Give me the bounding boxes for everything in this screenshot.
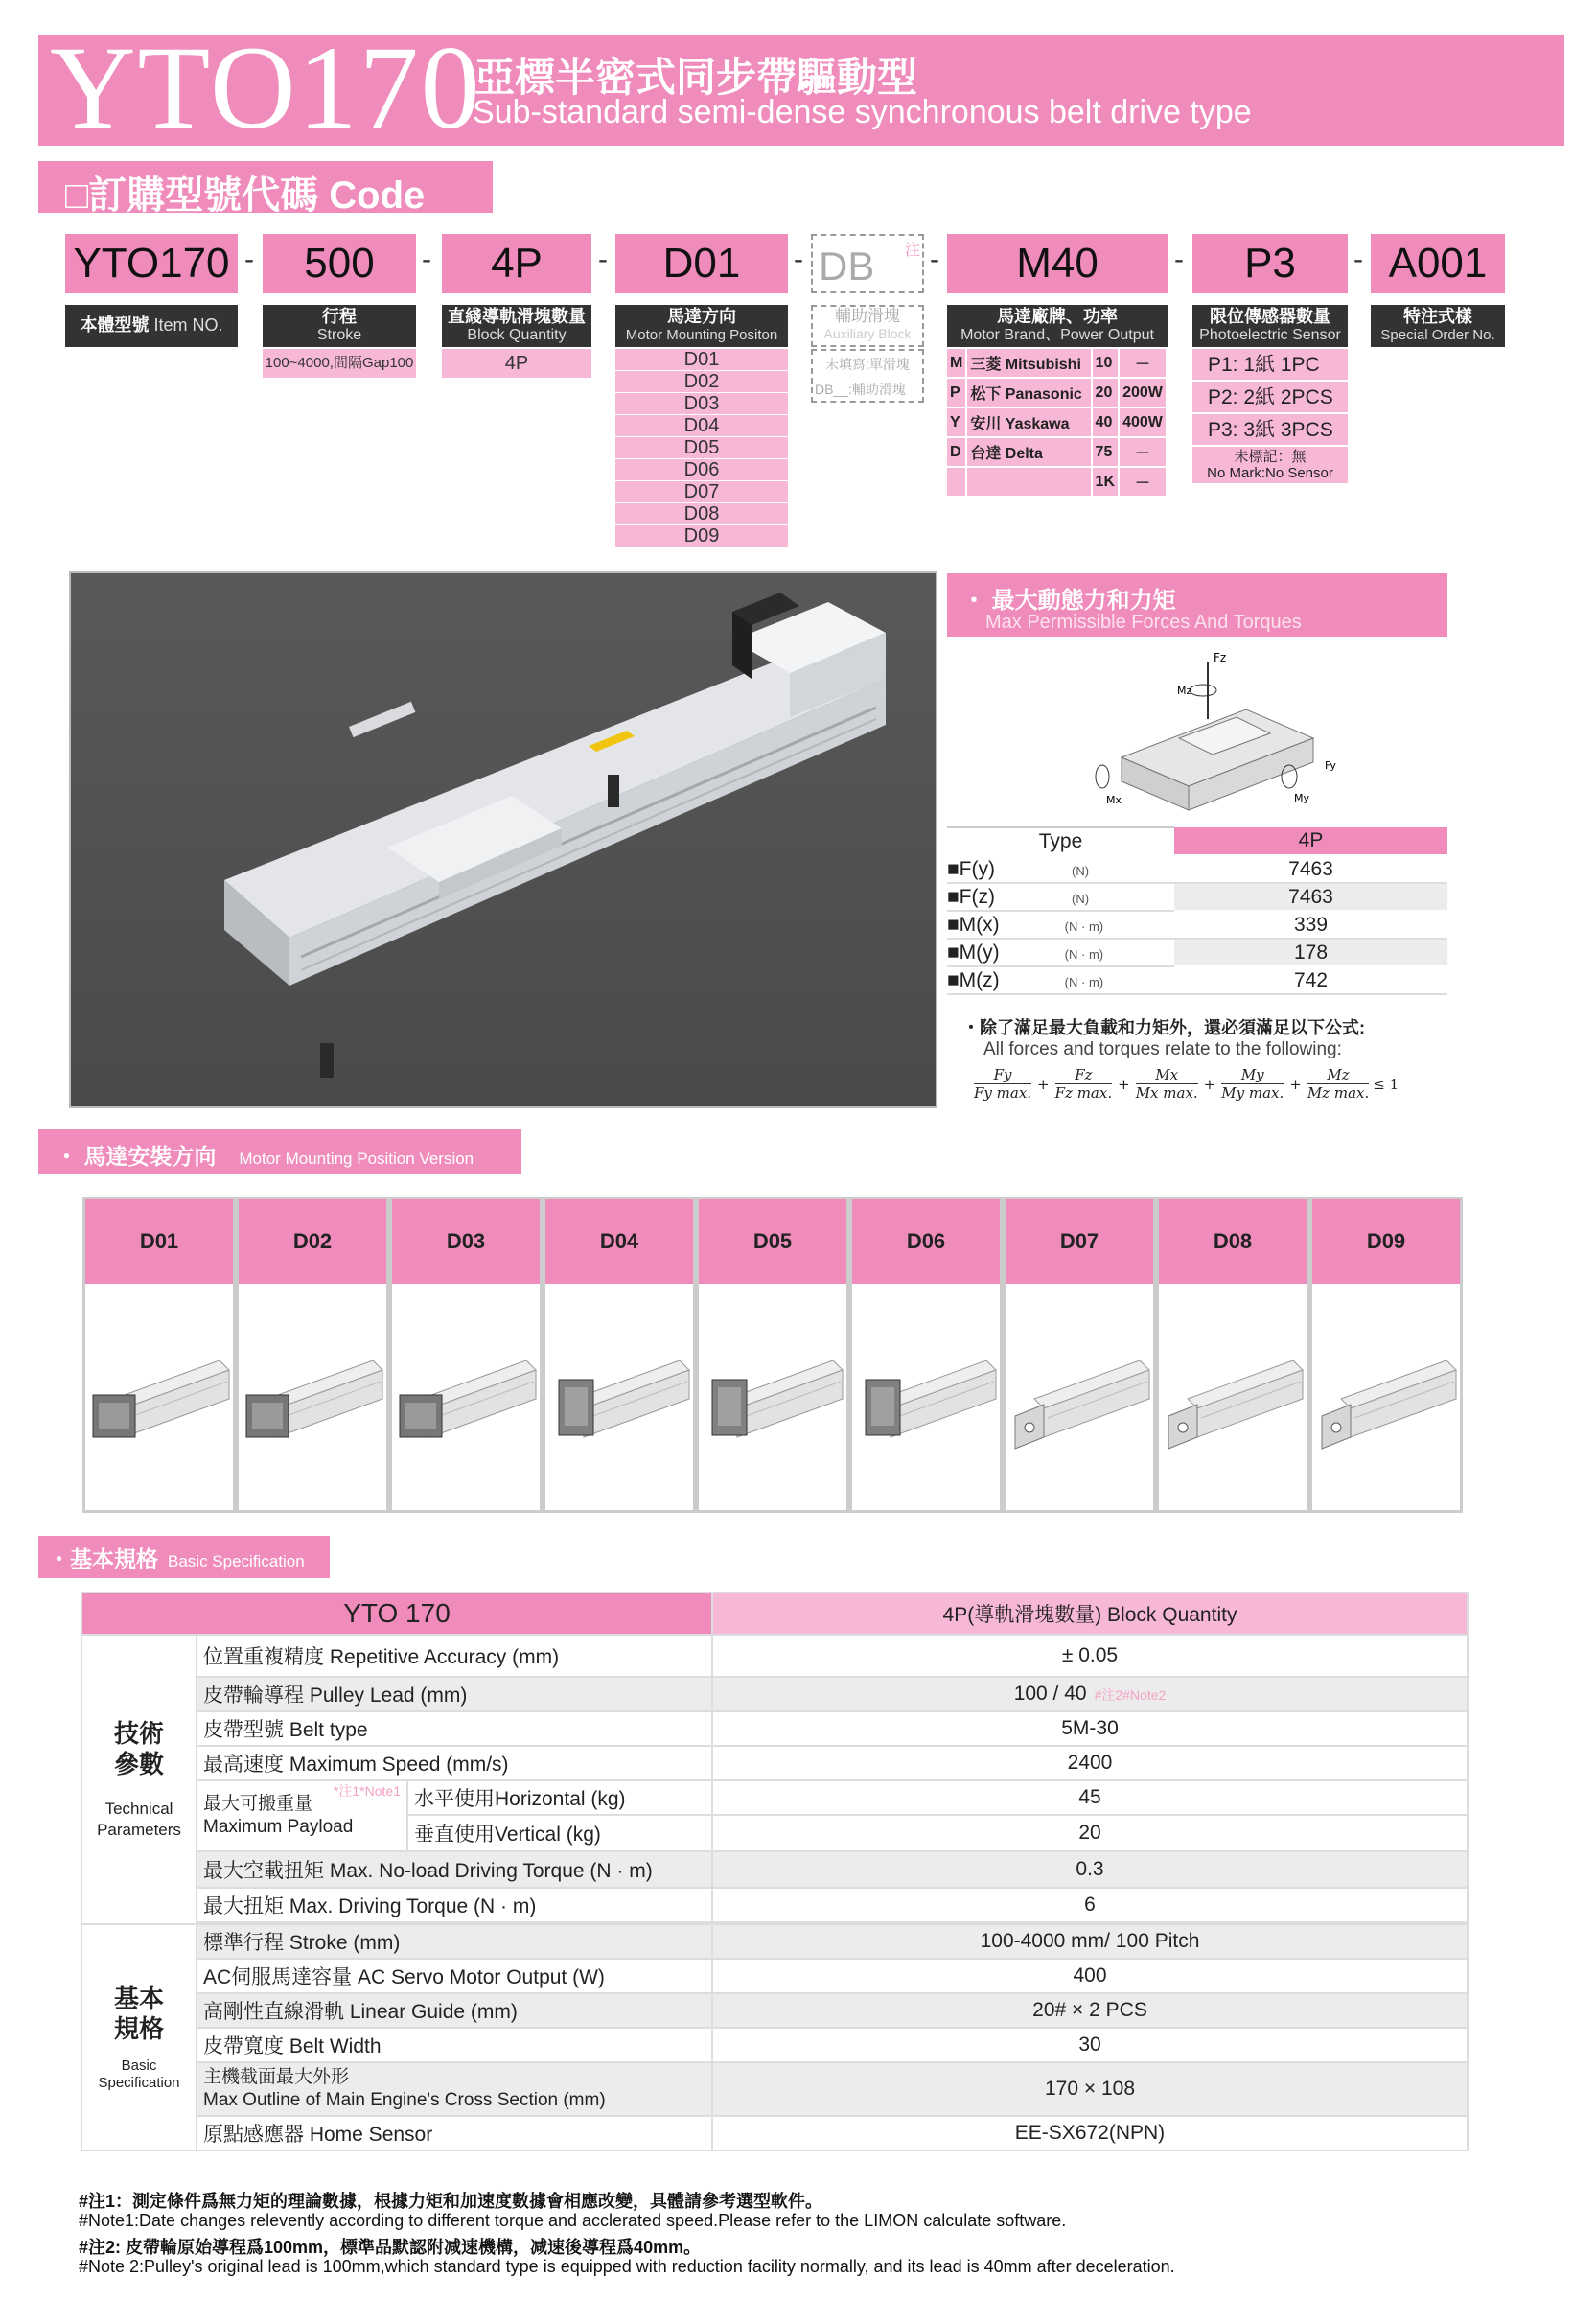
model-title: YTO170: [50, 22, 482, 153]
spec-label: AC伺服馬達容量 AC Servo Motor Output (W): [197, 1959, 712, 1993]
spec-row: [81, 1959, 1468, 1993]
motor-power: －: [1119, 349, 1167, 378]
code-box-stroke: 500: [263, 234, 416, 293]
motor-row: [947, 378, 1167, 407]
formula-plus: +: [1289, 1075, 1302, 1093]
forces-header-row: [947, 827, 1447, 855]
spec-label: 最大空載扭矩 Max. No-load Driving Torque (N · m): [197, 1851, 712, 1888]
direction-item: D01: [615, 349, 788, 371]
label-direction: [615, 305, 788, 347]
label-sensor: [1192, 305, 1348, 347]
spec-value: 5M-30: [712, 1711, 1468, 1746]
formula-note-en: All forces and torques relate to the following:: [983, 1039, 1342, 1059]
spec-value: 6: [712, 1888, 1468, 1922]
force-value: 7463: [1174, 855, 1447, 883]
mounting-illustration: [699, 1284, 846, 1510]
motor-code: [947, 467, 966, 497]
code-box-motor: M40: [947, 234, 1168, 293]
linear-module-image: [71, 573, 936, 1106]
spec-note-mark: *注1*Note1: [333, 1783, 401, 1799]
aux-code-text: DB: [819, 244, 875, 289]
mounting-cell: [236, 1197, 389, 1513]
forces-col-type: Type: [947, 827, 1174, 855]
motor-code: Y: [947, 407, 966, 437]
direction-item: D05: [615, 437, 788, 459]
spec-row: [81, 2028, 1468, 2062]
motor-row: [947, 437, 1167, 467]
code-section-title: □訂購型號代碼 Code: [65, 174, 426, 217]
forces-col-value: 4P: [1174, 827, 1447, 855]
label-special-cn: 特注式樣: [1403, 307, 1472, 326]
spec-label: 垂直使用Vertical (kg): [407, 1815, 712, 1851]
mounting-illustration: [852, 1284, 1000, 1510]
mounting-cell: [1003, 1197, 1156, 1513]
label-block-en: Block Quantity: [467, 327, 567, 343]
spec-group-basic: 基本 規格 Basic Specification: [81, 1924, 197, 2150]
title-chinese: 亞標半密式同步帶驅動型: [474, 55, 918, 100]
mounting-illustration: [545, 1284, 693, 1510]
mounting-title-cn: 馬達安裝方向: [83, 1144, 217, 1169]
spec-label: 皮帶寬度 Belt Width: [197, 2028, 712, 2062]
motor-power-code: 1K: [1092, 467, 1119, 497]
spec-head-right: 4P(導軌滑塊數量) Block Quantity: [712, 1592, 1468, 1635]
label-stroke: [263, 305, 416, 347]
force-value: 7463: [1174, 883, 1447, 911]
label-item-en: Item NO.: [153, 315, 223, 335]
note-2-en: #Note 2:Pulley's original lead is 100mm,which standard type is equipped with reduction facility normally, and its lead is 40mm after deceleration.: [79, 2257, 1175, 2276]
fz-label: Fz: [1214, 651, 1227, 664]
spec-label: 皮帶輪導程 Pulley Lead (mm): [197, 1677, 712, 1711]
code-dash: -: [422, 244, 431, 275]
label-motor: [947, 305, 1168, 347]
mounting-illustration: [392, 1284, 540, 1510]
force-unit: (N): [1072, 891, 1090, 906]
mounting-label: D07: [1006, 1199, 1153, 1284]
formula-note-cn: ・除了滿足最大負載和力矩外，還必須滿足以下公式:: [962, 1018, 1365, 1037]
label-stroke-en: Stroke: [316, 327, 362, 343]
formula-term: My My max.: [1221, 1066, 1284, 1102]
code-dash: -: [794, 244, 803, 275]
motor-power-code: 20: [1092, 378, 1119, 407]
sensor-option: P2: 2紙 2PCS: [1192, 382, 1348, 414]
sensor-options: [1192, 349, 1348, 483]
motor-row: [947, 467, 1167, 497]
aux-options: [811, 349, 924, 403]
spec-label: 皮帶型號 Belt type: [197, 1711, 712, 1746]
spec-label: 最高速度 Maximum Speed (mm/s): [197, 1746, 712, 1780]
code-dash: -: [1174, 244, 1184, 275]
note-1-cn: #注1：測定條件爲無力矩的理論數據，根據力矩和加速度數據會相應改變，具體請參考選型軟件。: [79, 2192, 823, 2211]
label-aux-en: Auxiliary Block: [823, 326, 912, 341]
motor-power-code: 75: [1092, 437, 1119, 467]
motor-code: M: [947, 349, 966, 378]
spec-label: 位置重複精度 Repetitive Accuracy (mm): [197, 1635, 712, 1677]
force-unit: (N · m): [1064, 974, 1104, 989]
mounting-cell: [82, 1197, 236, 1513]
mounting-cell: [696, 1197, 849, 1513]
sensor-none: [1192, 447, 1348, 483]
spec-row: [81, 1677, 1468, 1711]
spec-note-mark: #注2#Note2: [1094, 1687, 1167, 1703]
spec-value: 45: [712, 1780, 1468, 1815]
mounting-label: D01: [85, 1199, 233, 1284]
label-direction-cn: 馬達方向: [667, 307, 736, 326]
spec-label: 水平使用Horizontal (kg): [407, 1780, 712, 1815]
spec-row: [81, 1851, 1468, 1888]
force-name: ■M(x): [947, 913, 1000, 936]
label-stroke-cn: 行程: [322, 307, 357, 326]
spec-value: 0.3: [712, 1851, 1468, 1888]
forces-row: [947, 911, 1447, 939]
label-direction-en: Motor Mounting Positon: [625, 327, 778, 343]
spec-head-left: YTO 170: [81, 1592, 712, 1635]
spec-title-en: Basic Specification: [168, 1552, 305, 1570]
motor-power: －: [1119, 467, 1167, 497]
force-unit: (N · m): [1064, 946, 1104, 962]
motor-row: [947, 407, 1167, 437]
mounting-label: D04: [545, 1199, 693, 1284]
formula: [974, 1066, 1399, 1102]
note-1-en: #Note1:Date changes relevently according to different torque and acclerated speed.Please refer to the LIMON calculate software.: [79, 2211, 1067, 2230]
direction-item: D02: [615, 371, 788, 393]
motor-power: 400W: [1119, 407, 1167, 437]
mounting-illustration: [1159, 1284, 1307, 1510]
direction-item: D08: [615, 503, 788, 525]
force-unit: (N): [1072, 863, 1090, 878]
block-qty-value: 4P: [442, 349, 591, 378]
label-aux: [811, 305, 924, 347]
mounting-cell: [543, 1197, 696, 1513]
label-aux-cn: 輔助滑塊: [835, 307, 900, 325]
motor-code: P: [947, 378, 966, 407]
label-sensor-en: Photoelectric Sensor: [1199, 327, 1341, 343]
formula-plus: +: [1118, 1075, 1130, 1093]
spec-label: 最大扭矩 Max. Driving Torque (N · m): [197, 1888, 712, 1922]
aux-option: DB__:輔助滑塊: [815, 382, 906, 397]
force-unit: (N · m): [1064, 918, 1104, 934]
direction-item: D04: [615, 415, 788, 437]
label-block-cn: 直綫導軌滑塊數量: [448, 307, 586, 326]
spec-value: 170 × 108: [712, 2062, 1468, 2116]
mz-label: Mz: [1177, 685, 1192, 697]
mx-label: Mx: [1106, 794, 1122, 806]
title-english: Sub-standard semi-dense synchronous belt drive type: [473, 94, 1252, 130]
label-block: [442, 305, 591, 347]
spec-label: 主機截面最大外形 Max Outline of Main Engine's Cross Section (mm): [197, 2062, 712, 2116]
aux-option: 未填寫:單滑塊: [825, 357, 910, 372]
mounting-cell: [389, 1197, 543, 1513]
sensor-none-en: No Mark:No Sensor: [1207, 465, 1333, 481]
spec-row: [81, 2116, 1468, 2150]
sensor-none-cn: 未標記：無: [1234, 449, 1307, 465]
forces-row: [947, 855, 1447, 883]
spec-value: ± 0.05: [712, 1635, 1468, 1677]
product-photo: [69, 571, 937, 1108]
code-box-direction: D01: [615, 234, 788, 293]
spec-value: 100-4000 mm/ 100 Pitch: [712, 1924, 1468, 1959]
direction-item: D09: [615, 525, 788, 547]
spec-row: [81, 1746, 1468, 1780]
formula-term: Mx Mx max.: [1135, 1066, 1198, 1102]
spec-label: 原點感應器 Home Sensor: [197, 2116, 712, 2150]
force-diagram: [1074, 642, 1342, 815]
mounting-title-en: Motor Mounting Position Version: [239, 1150, 474, 1168]
force-name: ■F(z): [947, 885, 995, 908]
motor-brand: 台達 Delta: [966, 437, 1091, 467]
formula-term: Fy Fy max.: [974, 1066, 1032, 1102]
formula-term: Fz Fz max.: [1054, 1066, 1113, 1102]
forces-title-en: Max Permissible Forces And Torques: [985, 612, 1302, 633]
mounting-cell: [1156, 1197, 1309, 1513]
forces-title-cn: ・ 最大動態力和力矩: [962, 588, 1176, 614]
force-value: 178: [1174, 939, 1447, 966]
code-dash: -: [930, 244, 939, 275]
spec-title: ・基本規格 Basic Specification: [48, 1546, 305, 1571]
code-dash: -: [244, 244, 254, 275]
motor-brand: 安川 Yaskawa: [966, 407, 1091, 437]
force-value: 339: [1174, 911, 1447, 939]
mounting-label: D03: [392, 1199, 540, 1284]
mounting-illustration: [239, 1284, 386, 1510]
spec-value: 30: [712, 2028, 1468, 2062]
spec-header-row: [81, 1592, 1468, 1635]
direction-item: D03: [615, 393, 788, 415]
motor-brand: 松下 Panasonic: [966, 378, 1091, 407]
motor-power: －: [1119, 437, 1167, 467]
spec-label: 標準行程 Stroke (mm): [197, 1924, 712, 1959]
formula-plus: +: [1037, 1075, 1050, 1093]
forces-row: [947, 966, 1447, 994]
forces-row: [947, 883, 1447, 911]
force-name: ■F(y): [947, 857, 995, 880]
mounting-title: ・ 馬達安裝方向 Motor Mounting Position Version: [56, 1144, 474, 1169]
motor-brand-table: [947, 349, 1168, 498]
spec-value: 400: [712, 1959, 1468, 1993]
forces-row: [947, 939, 1447, 966]
formula-term: Mz Mz max.: [1307, 1066, 1370, 1102]
formula-le: ≤ 1: [1373, 1075, 1399, 1093]
force-value: 742: [1174, 966, 1447, 994]
aux-note-mark: 注: [905, 243, 921, 259]
label-sensor-cn: 限位傳感器數量: [1210, 307, 1330, 326]
code-box-sensor: P3: [1192, 234, 1348, 293]
spec-row: [81, 2062, 1468, 2116]
direction-item: D06: [615, 459, 788, 481]
label-item-cn: 本體型號: [80, 315, 150, 335]
code-box-block: 4P: [442, 234, 591, 293]
code-box-special: A001: [1371, 234, 1505, 293]
force-name: ■M(z): [947, 968, 1000, 991]
spec-label: 高剛性直線滑軌 Linear Guide (mm): [197, 1993, 712, 2028]
spec-row: [81, 1888, 1468, 1922]
label-special: [1371, 305, 1505, 347]
spec-row: [81, 1635, 1468, 1677]
spec-group-technical: 技術 參數 Technical Parameters: [81, 1635, 197, 1924]
motor-power-code: 10: [1092, 349, 1119, 378]
mounting-label: D02: [239, 1199, 386, 1284]
mounting-illustration: [1312, 1284, 1460, 1510]
mounting-label: D06: [852, 1199, 1000, 1284]
forces-title-cn-text: 最大動態力和力矩: [991, 588, 1176, 614]
spec-value: 100 / 40: [1013, 1683, 1087, 1705]
mounting-label: D05: [699, 1199, 846, 1284]
stroke-range: 100~4000,間隔Gap100: [263, 349, 416, 378]
spec-row: [81, 1924, 1468, 1959]
code-dash: -: [1353, 244, 1363, 275]
spec-row: [81, 1993, 1468, 2028]
force-name: ■M(y): [947, 941, 1000, 964]
motor-power: 200W: [1119, 378, 1167, 407]
spec-value: 20: [712, 1815, 1468, 1851]
mounting-label: D09: [1312, 1199, 1460, 1284]
code-box-item: YTO170: [65, 234, 238, 293]
motor-power-code: 40: [1092, 407, 1119, 437]
motor-code: D: [947, 437, 966, 467]
spec-row: [81, 1711, 1468, 1746]
sensor-option: P1: 1紙 1PC: [1192, 349, 1348, 382]
formula-plus: +: [1203, 1075, 1216, 1093]
spec-payload: *注1*Note1 最大可搬重量 Maximum Payload: [197, 1780, 407, 1851]
motor-row: [947, 349, 1167, 378]
sensor-option: P3: 3紙 3PCS: [1192, 414, 1348, 447]
spec-row: [81, 1780, 1468, 1815]
mounting-illustration: [1006, 1284, 1153, 1510]
label-special-en: Special Order No.: [1380, 327, 1495, 343]
code-dash: -: [598, 244, 608, 275]
my-label: My: [1294, 792, 1310, 804]
direction-list: [615, 349, 788, 547]
spec-value: 2400: [712, 1746, 1468, 1780]
label-motor-en: Motor Brand、Power Output: [960, 327, 1154, 343]
label-item-no: [65, 305, 238, 347]
code-box-aux: [811, 234, 924, 293]
mounting-illustration: [85, 1284, 233, 1510]
mounting-cell: [1309, 1197, 1463, 1513]
mounting-cell: [849, 1197, 1003, 1513]
motor-brand: [966, 467, 1091, 497]
label-motor-cn: 馬達廠牌、功率: [997, 307, 1118, 326]
direction-item: D07: [615, 481, 788, 503]
spec-value: EE-SX672(NPN): [712, 2116, 1468, 2150]
note-2-cn: #注2: 皮帶輪原始導程爲100mm，標準品默認附减速機構，减速後導程爲40mm。: [79, 2238, 702, 2257]
spec-title-cn: 基本規格: [70, 1546, 158, 1571]
motor-brand: 三菱 Mitsubishi: [966, 349, 1091, 378]
fy-label: Fy: [1325, 759, 1336, 772]
spec-value: 20# × 2 PCS: [712, 1993, 1468, 2028]
forces-table: [947, 826, 1447, 995]
spec-table: [81, 1592, 1469, 2151]
mounting-label: D08: [1159, 1199, 1307, 1284]
